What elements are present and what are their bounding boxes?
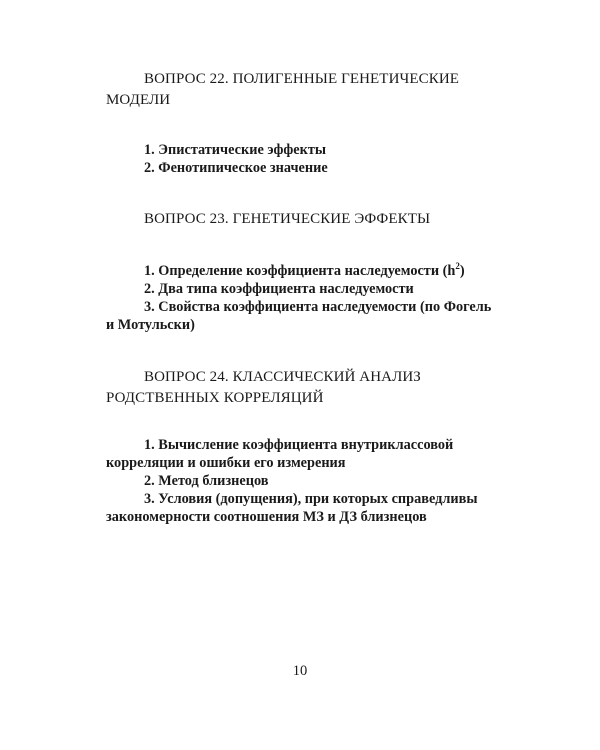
list-item: 2. Метод близнецов (144, 473, 269, 489)
page-number: 10 (292, 663, 308, 679)
list-item: 3. Свойства коэффициента наследуемости (по Фогель и Мотульски) (106, 299, 492, 333)
item-list-q24 (106, 436, 494, 526)
list-item (106, 262, 494, 280)
item-list-q22 (106, 141, 494, 177)
list-item: 2. Два типа коэффициента наследуемости (144, 281, 414, 297)
section-title-q24: ВОПРОС 24. КЛАССИЧЕСКИЙ АНАЛИЗ РОДСТВЕННЫХ КОРРЕЛЯЦИЙ (106, 369, 421, 406)
list-item-tail: ) (459, 263, 465, 279)
section-title-q23: ВОПРОС 23. ГЕНЕТИЧЕСКИЕ ЭФФЕКТЫ (144, 211, 431, 227)
list-item-text: 1. Определение коэффициента наследуемости (h (144, 263, 456, 279)
section-title-q22: ВОПРОС 22. ПОЛИГЕННЫЕ ГЕНЕТИЧЕСКИЕ МОДЕЛИ (106, 71, 460, 108)
superscript: 2 (455, 261, 460, 271)
list-item: 2. Фенотипическое значение (144, 160, 328, 176)
list-item: 1. Вычисление коэффициента внутриклассовой корреляции и ошибки его измерения (106, 437, 454, 471)
item-list-q23 (106, 262, 494, 334)
list-item: 1. Эпистатические эффекты (144, 142, 327, 158)
list-item: 3. Условия (допущения), при которых справедливы закономерности соотношения МЗ и ДЗ близнецов (106, 491, 478, 525)
